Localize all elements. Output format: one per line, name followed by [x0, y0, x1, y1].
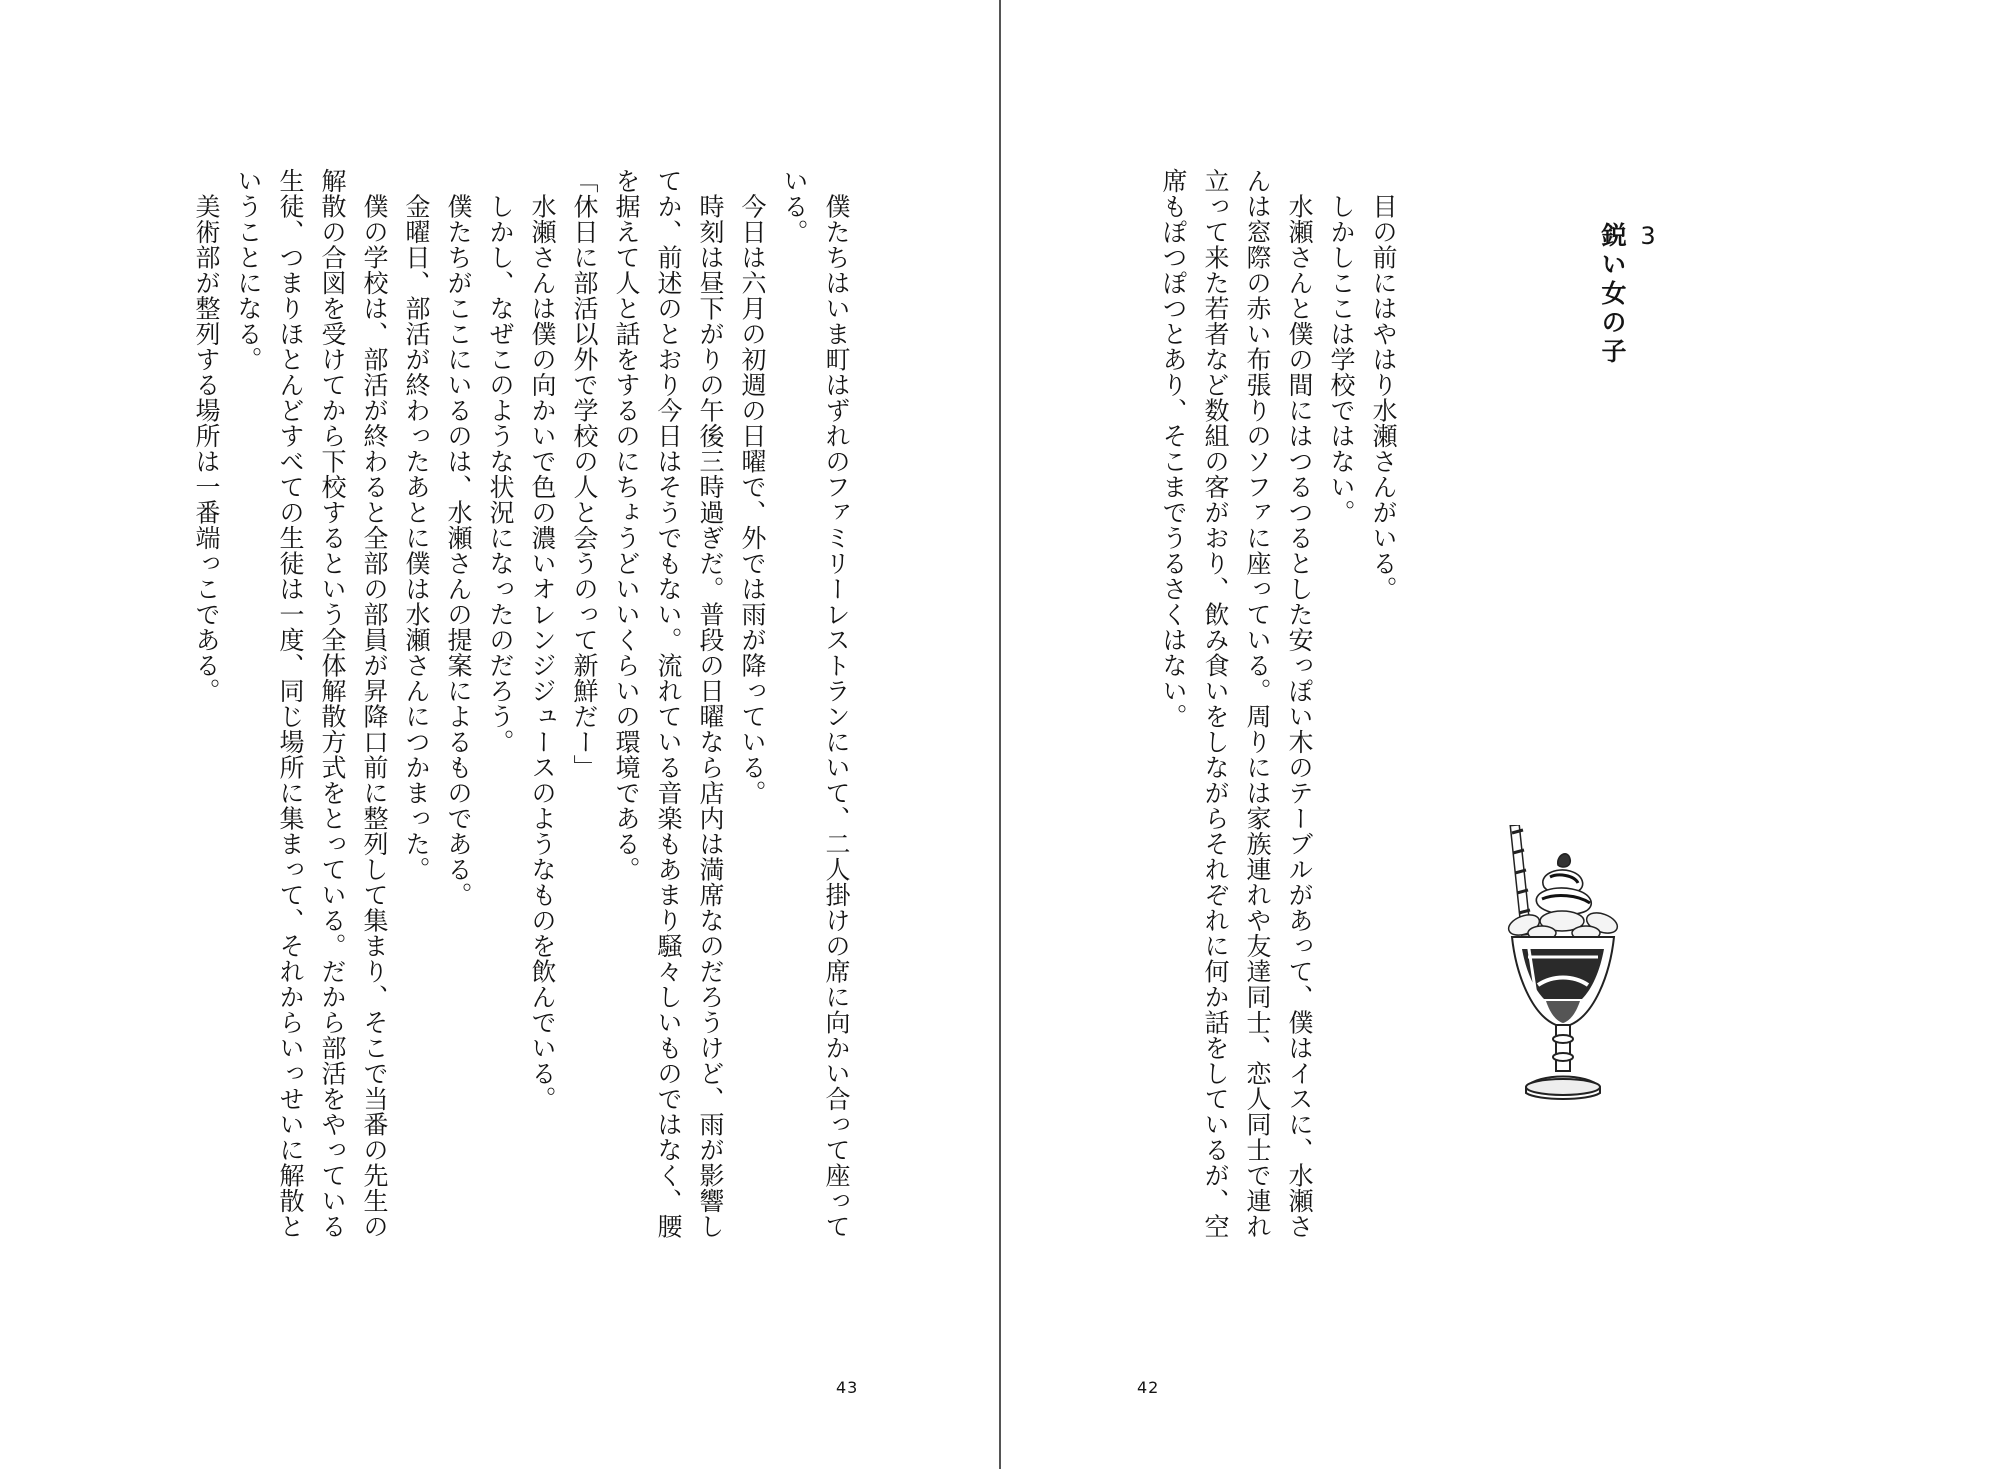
dialogue-line: 「休日に部活以外で学校の人と会うのって新鮮だー」: [570, 168, 599, 780]
left-page-body-text: [185, 168, 857, 1278]
left-page: [0, 0, 999, 1469]
text-line: 水瀬さんと僕の間にはつるつるとした安っぽい木のテーブルがあって、僕はイスに、水瀬さ: [1285, 168, 1314, 1239]
text-line: 美術部が整列する場所は一番端っこである。: [192, 168, 221, 704]
parfait-illustration: [1498, 825, 1628, 1115]
chapter-heading: [1594, 222, 1666, 367]
text-line: 金曜日、部活が終わったあとに僕は水瀬さんにつかまった。: [402, 168, 431, 882]
text-line: 目の前にはやはり水瀬さんがいる。: [1369, 168, 1398, 602]
text-line: いる。: [780, 168, 809, 245]
text-line: 僕たちがここにいるのは、水瀬さんの提案によるものである。: [444, 168, 473, 908]
text-line: 席もぽつぽつとあり、そこまでうるさくはない。: [1159, 168, 1188, 729]
text-line: 時刻は昼下がりの午後三時過ぎだ。普段の日曜なら店内は満席なのだろうけど、雨が影響し: [696, 168, 725, 1239]
text-line: 僕たちはいま町はずれのファミリーレストランにいて、二人掛けの席に向かい合って座って: [822, 168, 851, 1239]
text-line: を据えて人と話をするのにちょうどいいくらいの環境である。: [612, 168, 641, 882]
text-line: 立って来た若者など数組の客がおり、飲み食いをしながらそれぞれに何か話をしているが、空: [1201, 168, 1230, 1239]
text-line: 解散の合図を受けてから下校するという全体解散方式をとっている。だから部活をやっている: [318, 168, 347, 1239]
text-line: 水瀬さんは僕の向かいで色の濃いオレンジジュースのようなものを飲んでいる。: [528, 168, 557, 1112]
text-line: いうことになる。: [234, 168, 263, 372]
glass-bowl: [1512, 937, 1614, 1025]
text-line: しかしここは学校ではない。: [1327, 168, 1356, 525]
page-number: 43: [836, 1378, 859, 1397]
right-page: [1001, 0, 2000, 1469]
text-line: 僕の学校は、部活が終わると全部の部員が昇降口前に整列して集まり、そこで当番の先生の: [360, 168, 389, 1239]
right-page-body-text: [1152, 168, 1404, 1278]
cream-swirl: [1536, 854, 1591, 915]
glass-stem: [1526, 1025, 1600, 1099]
text-line: てか、前述のとおり今日はそうでもない。流れている音楽もあまり騒々しいものではなく、腰: [654, 168, 683, 1239]
text-line: 生徒、つまりほとんどすべての生徒は一度、同じ場所に集まって、それからいっせいに解散と: [276, 168, 305, 1239]
text-line: んは窓際の赤い布張りのソファに座っている。周りには家族連れや友達同士、恋人同士で連れ: [1243, 168, 1272, 1239]
chapter-number: 3: [1634, 222, 1662, 250]
text-line: 今日は六月の初週の日曜で、外では雨が降っている。: [738, 168, 767, 806]
chapter-title: 鋭い女の子: [1598, 222, 1627, 367]
text-line: しかし、なぜこのような状況になったのだろう。: [486, 168, 515, 755]
page-number: 42: [1137, 1378, 1160, 1397]
